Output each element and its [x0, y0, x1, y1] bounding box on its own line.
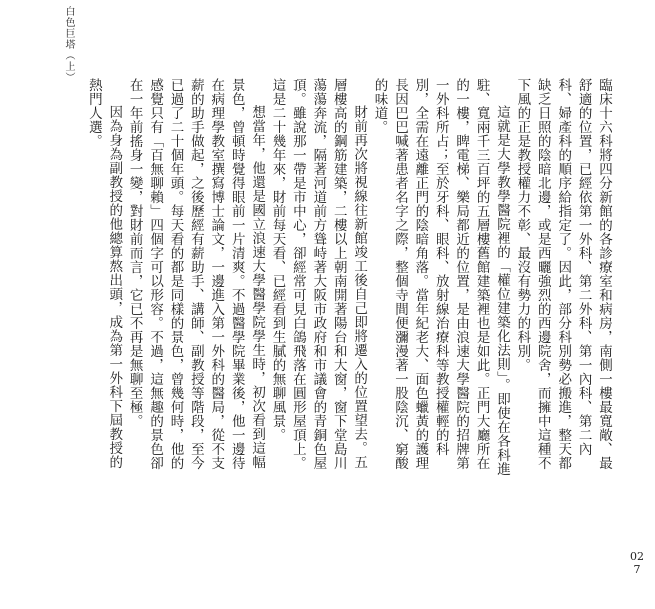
paragraph-5: 因為身為副教授的他總算熬出頭，成為第一外科下屆教授的熱門人選。	[85, 78, 123, 469]
paragraph-4: 想當年，他還是國立浪速大學醫學院學生時，初次看到這幅景色，曾頓時覺得眼前一片清爽。不過醫學院畢業後，他一邊待在病理學教室撰寫博士論文，一邊進入第一外科的醫局，從不支薪的助手做起，之後歷經有薪助手、講師、副教授等階段，至今已過了二十個年頭。每天看的都是同樣的景色，曾幾何時，他的感覺只有「百無聊賴」四個字可以形容。不過，這無趣的景色卻在一年前搖身一變，對財前而言，它已不再是無聊至極。	[126, 78, 266, 470]
running-title: 白色巨塔（上）	[63, 6, 74, 83]
paragraph-1: 臨床十六科將四分新館的各診療室和病房，南側一樓最寬敞、最舒適的位置，已經依第一外科、第二外科、第一內科、第二內科、婦產科的順序給指定了。因此，部分科別勢必搬進，整天都缺乏日照的陰暗北邊，或是西曬強烈的西邊院舍，而擁中這種不下風的正是教授權力不彰、最沒有勢力的科別。	[514, 78, 612, 470]
page-number: 027	[630, 550, 644, 576]
paragraph-2: 這就是大學教學醫院裡的「權位建築化法則」。即使在各科進駐、寬兩千三百坪的五層樓舊館建築裡也是如此。正門大廳所在的一樓，睥電梯、樂局都近的位置，是由浪速大學醫院的招牌第一外科所占；至於牙科、眼科、放射線治療科等教授權輕的科別，全需在遠離正門的陰暗角落。當年紀老大、面色蠟黃的護理長因巴巴喊著患者名字之際，整個寺間便瀰漫著一股陰沉、窮酸的味道。	[371, 78, 510, 477]
body-text	[85, 78, 614, 478]
paragraph-3: 財前再次將視線往新館竣工後自己即將遷入的位置望去。五層樓高的鋼筋建築，二樓以上朝南開著陽台和大窗，窗下堂島川蕩蕩奔流，隔著河道前方聳峙著大阪市政府和市議會的青銅色屋頂。雖說那一帶是市中心，卻經常可見白鴿飛落在圓形屋頂上。這是二十幾年來，財前每天看、已經看到生膩的無聊風景。	[269, 78, 368, 470]
